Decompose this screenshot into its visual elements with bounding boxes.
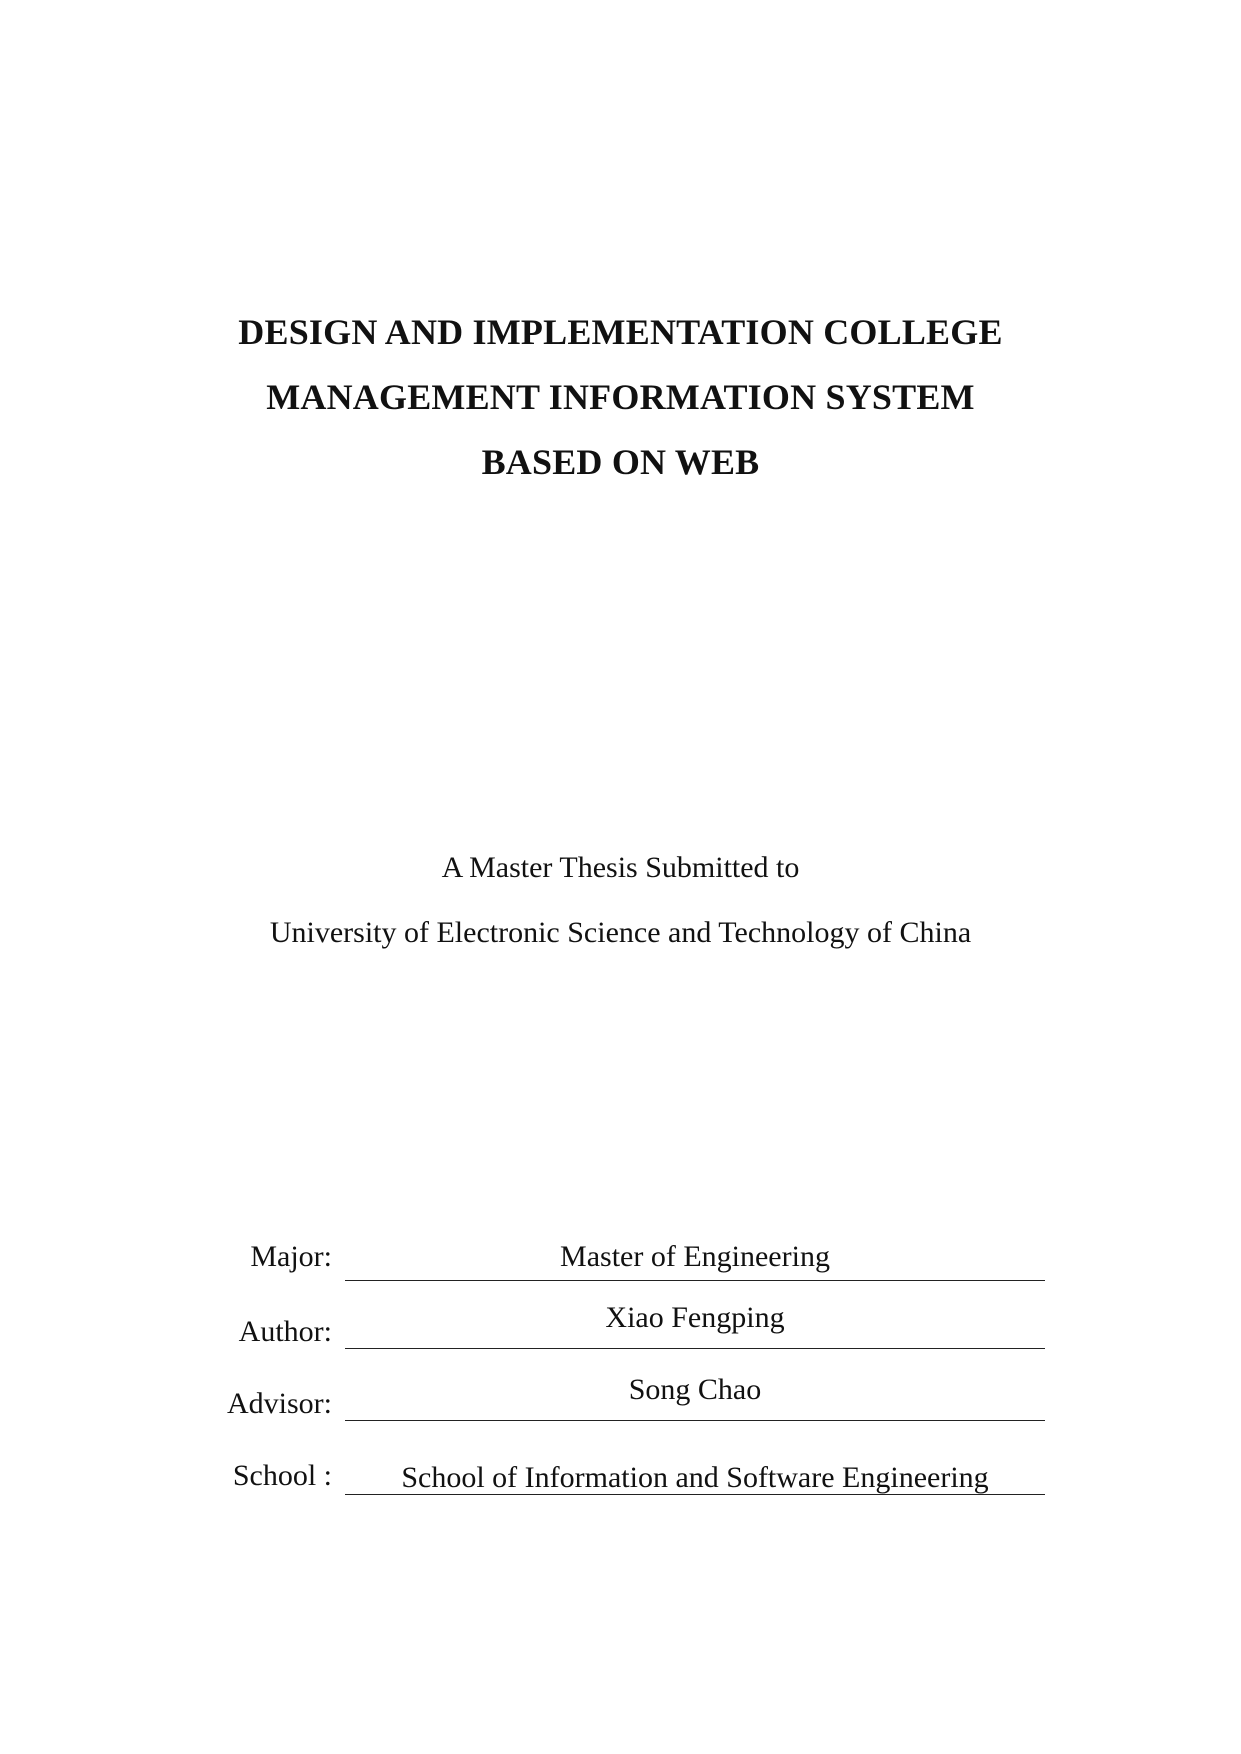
submission-university: University of Electronic Science and Technology of China	[269, 916, 972, 949]
major-value: Master of Engineering	[560, 1240, 830, 1273]
school-label: School :	[232, 1459, 332, 1492]
advisor-label: Advisor:	[227, 1387, 332, 1420]
school-value: School of Information and Software Engineering	[401, 1461, 989, 1494]
title-line-2: MANAGEMENT INFORMATION SYSTEM	[266, 377, 975, 417]
advisor-underline	[345, 1420, 1045, 1421]
major-underline	[345, 1280, 1045, 1281]
author-row	[0, 1301, 1241, 1355]
advisor-row	[0, 1373, 1241, 1427]
author-value: Xiao Fengping	[605, 1301, 785, 1334]
advisor-value: Song Chao	[628, 1373, 762, 1406]
thesis-title	[0, 300, 1241, 495]
school-underline	[345, 1494, 1045, 1495]
major-label: Major:	[250, 1240, 332, 1273]
major-row	[0, 1240, 1241, 1290]
title-line-1: DESIGN AND IMPLEMENTATION COLLEGE	[238, 312, 1003, 352]
school-row	[0, 1459, 1241, 1509]
submission-statement	[0, 835, 1241, 965]
submission-line-1: A Master Thesis Submitted to	[441, 851, 800, 884]
author-label: Author:	[238, 1315, 332, 1348]
author-underline	[345, 1348, 1045, 1349]
title-line-3: BASED ON WEB	[481, 442, 760, 482]
